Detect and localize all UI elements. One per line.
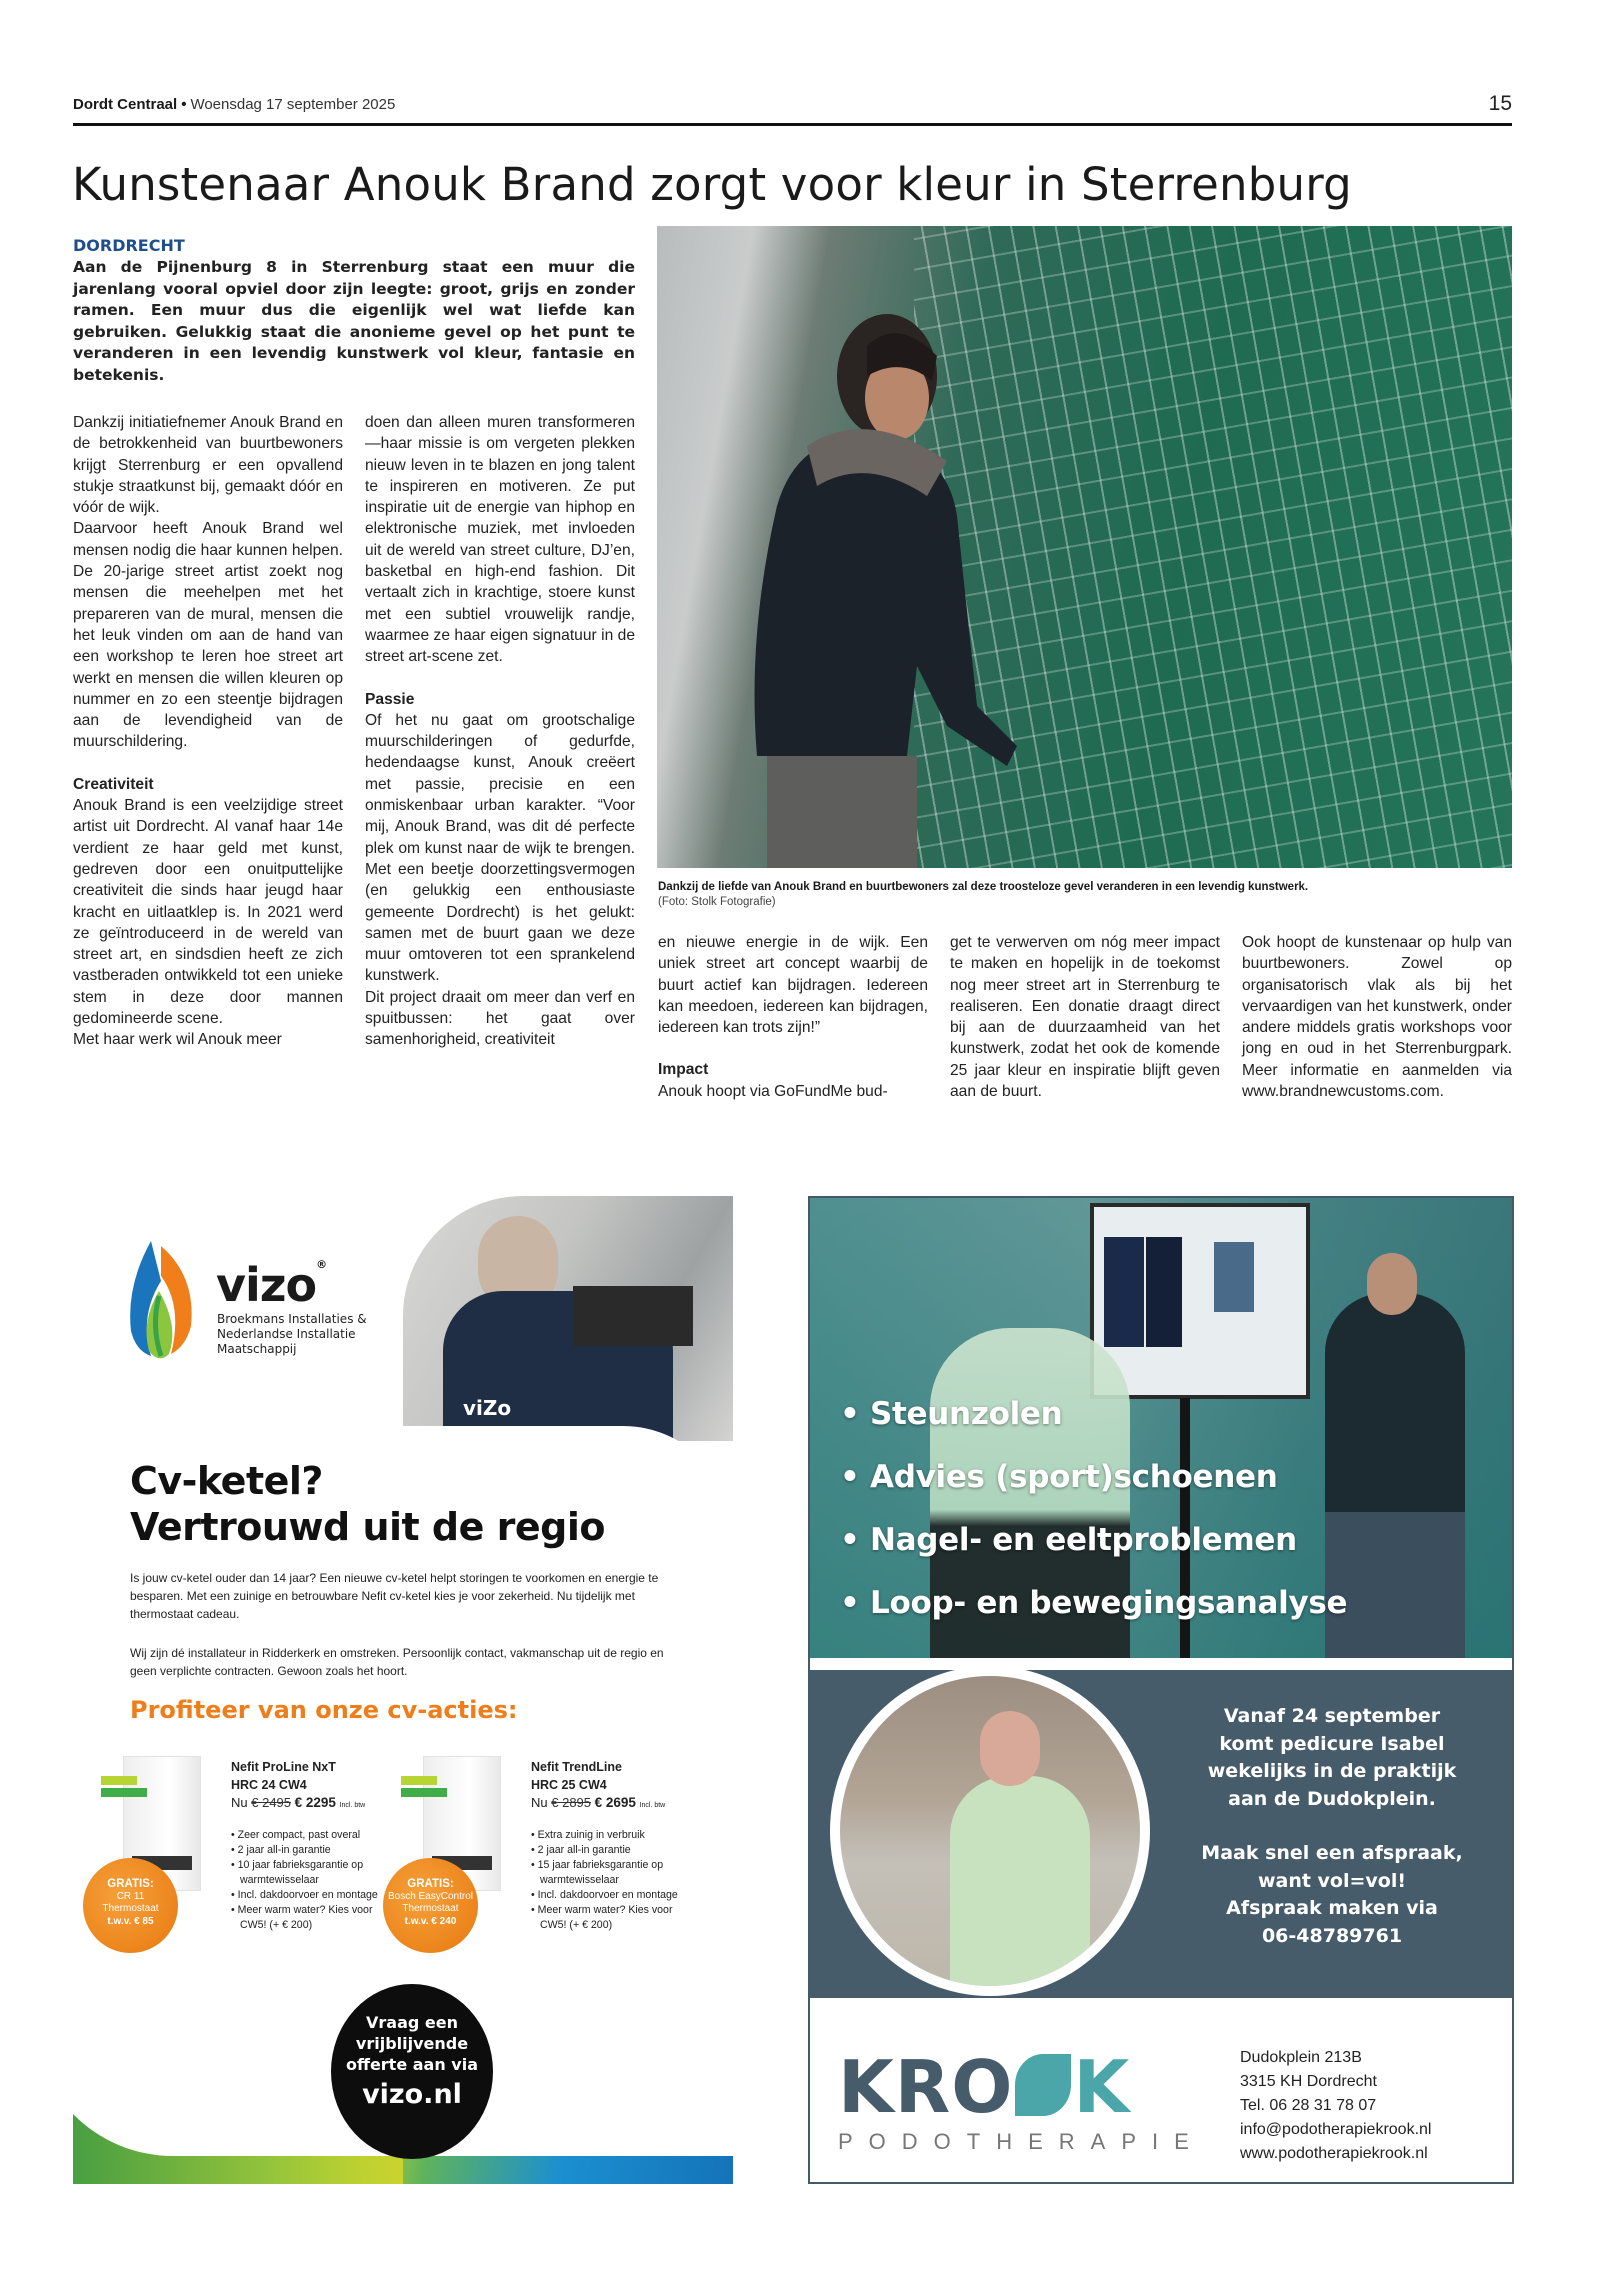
product-info	[231, 1758, 396, 1933]
price-note: Incl. btw	[639, 1802, 666, 1809]
new-price: € 2295	[294, 1795, 336, 1810]
article-dateline: DORDRECHT	[73, 236, 185, 255]
article-column-3	[658, 932, 928, 1102]
subheading-impact: Impact	[658, 1061, 709, 1079]
product-price	[531, 1795, 696, 1814]
article-headline: Kunstenaar Anouk Brand zorgt voor kleur in Sterrenburg	[72, 158, 1352, 211]
flame-icon	[121, 1236, 201, 1366]
promo-title: Profiteer van onze cv-acties:	[130, 1696, 518, 1724]
paragraph: doen dan alleen muren transformeren—haar missie is om vergeten plekken nieuw leven in te blazen en jong talent te inspireren en motiveren. Ze put inspiratie uit de energie van hiphop en elektronische muziek, met invloeden uit de wereld van street culture, DJ’en, basketbal en high-end fashion. Dit vertaalt zich in krachtige, stoere kunst met een subtiel vrouwelijk randje, waarmee ze haar eigen signatuur in de street art-scene zet.	[365, 414, 635, 666]
paragraph: Dit project draait om meer dan verf en spuitbussen: het gaat over samenhorigheid, creativiteit	[365, 988, 635, 1049]
article-photo	[657, 226, 1512, 868]
page-header	[73, 92, 1512, 126]
price-prefix: Nu	[531, 1795, 548, 1810]
gift-item: CR 11	[116, 1890, 145, 1902]
cta-url-link[interactable]: vizo.nl	[362, 2079, 462, 2110]
ad-paragraph: Is jouw cv-ketel ouder dan 14 jaar? Een nieuwe cv-ketel helpt storingen te voorkomen en energie te besparen. Met een zuinige en betrouwbare Nefit cv-ketel kies je voor zekerheid. Nu tijdelijk met thermostaat cadeau.	[130, 1571, 659, 1621]
page-number: 15	[1488, 92, 1512, 115]
gift-badge	[383, 1858, 478, 1953]
feature-item: • 2 jaar all-in garantie	[231, 1843, 396, 1858]
scan-image	[1214, 1242, 1254, 1312]
gift-item: Bosch EasyControl	[387, 1890, 474, 1902]
product-card	[383, 1748, 683, 1998]
feature-item: • 10 jaar fabrieksgarantie op warmtewisselaar	[231, 1858, 396, 1888]
feature-item: • Meer warm water? Kies voor CW5! (+ € 200)	[531, 1903, 696, 1933]
brand-subtitle	[217, 1312, 367, 1357]
product-card	[83, 1748, 383, 1998]
krook-wordmark	[838, 2045, 1213, 2129]
photo-caption	[658, 880, 1518, 910]
clinic-photo	[810, 1198, 1512, 1658]
flame-outline-icon	[551, 2093, 591, 2153]
paragraph: get te verwerven om nóg meer impact te maken en hopelijk in de toekomst nog meer street art in Sterrenburg te realiseren. Een donatie draagt direct bij aan de duurzaamheid van het kunstwerk, zodat het ook de komende 25 jaar kleur en inspiratie blijft geven aan de buurt.	[950, 934, 1220, 1101]
scan-image	[1104, 1237, 1144, 1347]
cta-line: want vol=vol!	[1257, 1869, 1407, 1892]
krook-logo	[838, 2045, 1213, 2161]
installer-photo	[403, 1196, 733, 1441]
gift-value: t.w.v. € 85	[107, 1915, 154, 1927]
vizo-wordmark	[216, 1258, 326, 1312]
vizo-advertisement[interactable]	[73, 1196, 733, 2184]
service-item: • Nagel- en eeltproblemen	[840, 1509, 1347, 1572]
quote-request-badge[interactable]	[331, 1984, 493, 2159]
service-item: • Steunzolen	[840, 1383, 1347, 1446]
contact-city: 3315 KH Dordrecht	[1240, 2073, 1377, 2090]
boiler-panel	[573, 1286, 693, 1346]
feature-item: • Meer warm water? Kies voor CW5! (+ € 200)	[231, 1903, 396, 1933]
services-list	[840, 1383, 1347, 1635]
ad-paragraph: Wij zijn dé installateur in Ridderkerk en omstreken. Persoonlijk contact, vakmanschap uit de regio en geen verplichte contracten. Gewoon zoals het hoort.	[130, 1646, 664, 1678]
contact-email[interactable]: klantenservice@vizo.nl	[136, 2138, 270, 2153]
vizo-installateurs-logo	[551, 2089, 711, 2159]
article-column-1	[73, 412, 343, 1051]
separator: •	[181, 96, 187, 113]
portrait-face	[980, 1711, 1040, 1786]
parent-brand: vizo	[597, 2105, 665, 2140]
publication-name: Dordt Centraal	[73, 96, 178, 113]
feature-list	[531, 1828, 696, 1933]
brand-subtitle-line: Broekmans Installaties &	[217, 1312, 367, 1326]
krook-advertisement[interactable]	[808, 1196, 1514, 2184]
jacket-logo: viZo	[463, 1396, 512, 1420]
announcement-line: Vanaf 24 september	[1223, 1705, 1441, 1727]
price-prefix: Nu	[231, 1795, 248, 1810]
headline-line: Cv-ketel?	[130, 1459, 323, 1503]
feature-list	[231, 1828, 396, 1933]
ad-headline	[130, 1458, 605, 1550]
vizo-contact	[136, 2091, 281, 2153]
service-item: • Loop- en bewegingsanalyse	[840, 1572, 1347, 1635]
foot-leaf-icon	[1015, 2054, 1071, 2116]
article-column-4	[950, 932, 1220, 1102]
header-meta	[73, 96, 395, 113]
feature-item: • Zeer compact, past overal	[231, 1828, 396, 1843]
gift-value: t.w.v. € 240	[404, 1915, 457, 1927]
paragraph: Ook hoopt de kunstenaar op hulp van buurtbewoners. Zowel op organisatorisch vlak als bij het vervaardigen van het kunstwerk, onder andere middels gratis workshops voor jong en oud in het Sterrenburgpark. Meer informatie en aanmelden via www.brandnewcustoms.com.	[1242, 934, 1512, 1101]
contact-email[interactable]: info@podotherapiekrook.nl	[1240, 2121, 1432, 2138]
logo-text: KRO	[838, 2045, 1014, 2129]
brand-name: vizo	[216, 1258, 317, 1312]
article-column-5	[1242, 932, 1512, 1102]
announcement-text	[1172, 1703, 1492, 1950]
cta-line: vrijblijvende	[355, 2034, 469, 2053]
new-price: € 2695	[594, 1795, 636, 1810]
krook-contact	[1240, 2046, 1431, 2166]
analysis-screen	[1090, 1203, 1310, 1399]
contact-phone[interactable]: 0180 423 722	[136, 2113, 234, 2130]
product-info	[531, 1758, 696, 1933]
old-price: € 2495	[251, 1795, 292, 1810]
subheading-creativiteit: Creativiteit	[73, 775, 154, 793]
announcement-line: aan de Dudokplein.	[1228, 1787, 1436, 1810]
announcement-line: komt pedicure Isabel	[1219, 1732, 1445, 1755]
feature-item: • Incl. dakdoorvoer en montage	[531, 1888, 696, 1903]
gift-label: GRATIS:	[407, 1878, 454, 1890]
photo-credit: (Foto: Stolk Fotografie)	[658, 896, 776, 908]
gift-label: GRATIS:	[107, 1878, 154, 1890]
paragraph: Dankzij initiatiefnemer Anouk Brand en de betrokkenheid van buurtbewoners krijgt Sterrenburg er een opvallend stukje straatkunst bij, gemaakt dóór en vóór de wijk.	[73, 414, 343, 517]
parent-prefix: Onderdeel van	[597, 2099, 643, 2106]
appointment-phone[interactable]: 06-48789761	[1261, 1924, 1403, 1947]
pedicure-portrait	[830, 1666, 1150, 1996]
headline-line: Vertrouwd uit de regio	[130, 1505, 605, 1549]
cta-line: offerte aan via	[345, 2055, 479, 2074]
vizo-logo	[121, 1236, 381, 1366]
price-note: Incl. btw	[339, 1802, 366, 1809]
artist-figure	[717, 286, 1017, 868]
product-price	[231, 1795, 396, 1814]
gift-item: Thermostaat	[402, 1903, 459, 1914]
cta-line: Maak snel een afspraak,	[1201, 1842, 1463, 1864]
scan-image	[1146, 1237, 1182, 1347]
parent-suffix: installateurs b.v.	[635, 2145, 682, 2152]
contact-phone[interactable]: Tel. 06 28 31 78 07	[1240, 2097, 1377, 2114]
therapist-face	[1367, 1253, 1417, 1315]
contact-address: Dudokplein 213B	[1240, 2049, 1362, 2066]
issue-date: Woensdag 17 september 2025	[190, 96, 396, 113]
paragraph: Anouk hoopt via GoFundMe bud-	[658, 1082, 888, 1100]
brand-subtitle-line: Maatschappij	[217, 1342, 297, 1356]
energy-label-icon	[101, 1776, 149, 1806]
feature-item: • Extra zuinig in verbruik	[531, 1828, 696, 1843]
paragraph: Met haar werk wil Anouk meer	[73, 1031, 282, 1049]
gift-badge	[83, 1858, 178, 1953]
product-model: HRC 24 CW4	[231, 1778, 307, 1792]
article-lead: Aan de Pijnenburg 8 in Sterrenburg staat een muur die jarenlang vooral opviel door zijn leegte: groot, grijs en zonder ramen. Een muur dus die eigenlijk wel wat liefde kan gebruiken. Gelukkig staat die anonieme gevel op het punt te veranderen in een levendig kunstwerk vol kleur, fantasie en betekenis.	[73, 258, 635, 384]
announcement-line: wekelijks in de praktijk	[1207, 1760, 1457, 1782]
cta-line: Vraag een	[366, 2013, 458, 2032]
feature-item: • Incl. dakdoorvoer en montage	[231, 1888, 396, 1903]
registered-mark: ®	[316, 1258, 327, 1271]
feature-item: • 15 jaar fabrieksgarantie op warmtewisselaar	[531, 1858, 696, 1888]
product-name: Nefit ProLine NxT	[231, 1760, 336, 1774]
contact-website[interactable]: www.podotherapiekrook.nl	[1240, 2145, 1428, 2162]
logo-tagline: PODOTHERAPIE	[838, 2129, 1205, 2154]
paragraph: Daarvoor heeft Anouk Brand wel mensen nodig die haar kunnen helpen. De 20-jarige street artist zoekt nog mensen die meehelpen met het prepareren van de mural, mensen die het leuk vinden om aan de hand van een workshop te leren hoe street art werkt en mensen die willen kleuren op nummer en zo een steentje bijdragen aan de levendigheid van de muurschildering.	[73, 520, 343, 751]
portrait-body	[950, 1776, 1090, 1996]
product-model: HRC 25 CW4	[531, 1778, 607, 1792]
brand-subtitle-line: Nederlandse Installatie	[217, 1327, 356, 1341]
article-column-2	[365, 412, 635, 1051]
feature-item: • 2 jaar all-in garantie	[531, 1843, 696, 1858]
contact-address: Zinkstraat 15, Ridderkerk	[136, 2091, 282, 2106]
energy-label-icon	[401, 1776, 449, 1806]
subheading-passie: Passie	[365, 690, 415, 708]
service-item: • Advies (sport)schoenen	[840, 1446, 1347, 1509]
old-price: € 2895	[551, 1795, 592, 1810]
gift-item: Thermostaat	[102, 1903, 159, 1914]
paragraph: en nieuwe energie in de wijk. Een uniek street art concept waarbij de buurt actief kan bijdragen. Iedereen kan meedoen, iedereen kan bijdragen, iedereen kan trots zijn!”	[658, 934, 928, 1037]
cta-line: Afspraak maken via	[1226, 1897, 1438, 1919]
spacer	[1172, 1813, 1492, 1840]
logo-text: K	[1073, 2045, 1131, 2129]
caption-text: Dankzij de liefde van Anouk Brand en buurtbewoners zal deze troosteloze gevel veranderen in een levendig kunstwerk.	[658, 881, 1309, 893]
paragraph: Anouk Brand is een veelzijdige street artist uit Dordrecht. Al vanaf haar 14e verdient ze haar geld met kunst, gedreven door een onuitputtelijke creativiteit die sinds haar jeugd haar kracht en uitlaatklep is. In 2021 werd ze geïntroduceerd in de wereld van street art, en sindsdien heeft ze zich vastberaden ontwikkeld tot een unieke stem in deze door mannen gedomineerde scene.	[73, 797, 343, 1028]
paragraph: Of het nu gaat om grootschalige muurschilderingen of gedurfde, hedendaagse kunst, Anouk creëert met passie, precisie en een onmiskenbaar urban karakter. “Voor mij, Anouk Brand, was dit dé perfecte plek om kunst naar de wijk te brengen. Met een beetje doorzettingsvermogen (en gelukkig een enthousiaste gemeente Dordrecht) is het gelukt: samen met de buurt gaan we deze muur omtoveren tot een sprankelend kunstwerk.	[365, 711, 635, 985]
product-name: Nefit TrendLine	[531, 1760, 622, 1774]
